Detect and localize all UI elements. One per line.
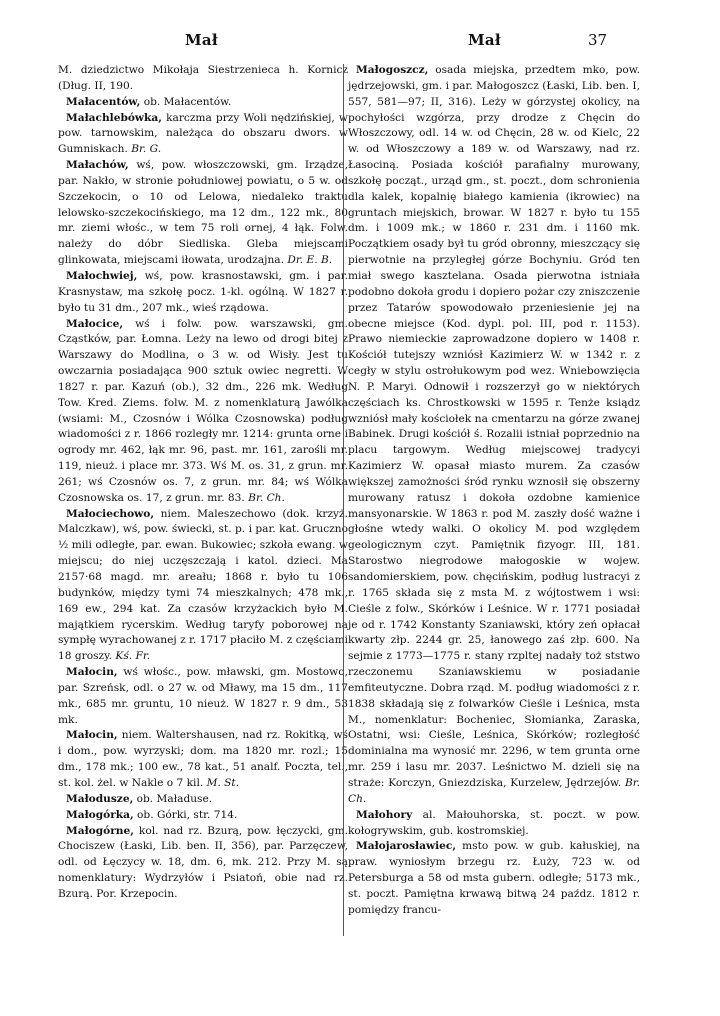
- right-column: [348, 63, 640, 919]
- dictionary-entry: [58, 317, 348, 507]
- entry-text: osada miejska, przedtem mko, pow. jędrzejowski, gm. i par. Małogoszcz (Łaski, Lib. ben. I, 557, 581—97; II, 316). Leży w górzystej okolicy, na pochyłości wzgórza, przy drodze z Chęcin do Włoszczowy, odl. 14 w. od Chęcin, 28 w. od Kielc, 22 w. od Włoszczowy a 189 w. od Warszawy, nad rz. Łasociną. Posiada kościół parafialny murowany, szkołę począt., urząd gm., st. poczt., dom schronienia dla kalek, kopalnię białego kamienia (ikrowiec) na gruntach miejskich, browar. W 1827 r. było tu 155 dm. i 1009 mk.; w 1860 r. 231 dm. i 1160 mk. Początkiem osady był tu gród obronny, mieszczący się pierwotnie na przyległej górze Bochyniu. Gród ten miał swego kasztelana. Osada pierwotna istniała podobno dokoła grodu i dopiero pożar czy zniszczenie przez Tatarów spowodowało przeniesienie jej na obecne miejsce (Kod. dypl. pol. III, pod r. 1153). Prawo niemieckie zaprowadzone dopiero w 1408 r. Kościół tutejszy wzniósł Kazimierz W. w 1342 r. z cegły w stylu ostrołukowym pod wez. Wniebowzięcia N. P. Maryi. Odnowił i rozszerzył go w niektórych częściach ks. Chrostkowski w 1595 r. Tenże ksiądz wzniósł mały kościołek na cmentarzu na górze zwanej Babinek. Drugi kościół ś. Rozalii istniał poprzednio na placu targowym. Według miejscowej tradycyi Kazimierz W. opasał miasto murem. Za czasów większej zamożności śród rynku wznosił się obszerny murowany ratusz i dokoła ozdobne kamienice mansyonarskie. W 1863 r. pod M. zaszły dość ważne i głośne wtedy walki. O okolicy M. pod względem geologicznym czyt. Pamiętnik fizyogr. III, 181. Starostwo niegrodowe małogoskie w wojew. sandomierskiem, pow. chęcińskim, podług lustracyi z r. 1765 składa się z msta M. z wójtostwem i wsi: Cieśle z folw., Skórków i Leśnice. W r. 1771 posiadał je od r. 1742 Konstanty Szaniawski, który zeń opłacał kwarty złp. 2244 gr. 25, łanowego zaś złp. 600. Na sejmie z 1773—1775 r. stany rzpltej nadały toż ststwo rzeczonemu Szaniawskiemu w posiadanie emfiteutyczne. Dobra rząd. M. podług wiadomości z r. 1838 składają się z folwarków Cieśle i Leśnica, msta M., nomenklatur: Bocheniec, Słomianka, Zaraska, Ostatni, wsi: Cieśle, Leśnica, Skórków; rozległość dominialna ma wynosić mr. 2296, w tem grunta orne mr. 259 i lasu mr. 2037. Leśnictwo M. dzieli się na straże: Korczyn, Gniezdziska, Kurzelew, Jędrzejów.: [348, 64, 640, 789]
- dictionary-entry: [348, 839, 640, 918]
- entry-headword: Małocin,: [66, 666, 118, 679]
- dictionary-entry: [58, 728, 348, 791]
- dictionary-entry: [348, 63, 640, 808]
- entry-text: wś, pow. krasnostawski, gm. i par. Krasnystaw, ma szkołę pocz. 1-kl. ogólną. W 1827 r. było tu 31 dm., 207 mk., wieś rządowa.: [58, 269, 348, 314]
- entry-author: Br. G.: [131, 143, 162, 156]
- entry-text: ob. Maładuse.: [133, 792, 213, 805]
- entry-text: wś włośc., pow. mławski, gm. Mostowo, par. Szreńsk, odl. o 27 w. od Mławy, ma 15 dm., 117 mk., 685 mr. gruntu, 10 nieuż. W 1827 r. 9 dm., 53 mk.: [58, 666, 348, 726]
- dictionary-entry: [58, 158, 348, 269]
- entry-author: Dr. E. B.: [287, 254, 333, 267]
- entry-text: niem. Maleszechowo (dok. krzyż. Malczkaw), wś, pow. świecki, st. p. i par. kat. Gruczno ½ mili odległe, par. ewan. Bukowiec; szkoła ewang. w miejscu; do niej uczęszczają i katol. dzieci. Ma 2157·68 magd. mr. areału; 1868 r. było tu 106 budynków, między tymi 74 mieszkalnych; 478 mk., 169 ew., 294 kat. Za czasów krzyżackich było M. majątkiem rycerskim. Według taryfy poborowej na sympłę wyrachowanej z r. 1717 płaciło M. z częściami 18 groszy.: [58, 507, 348, 663]
- entry-author: Kś. Fr.: [115, 650, 151, 663]
- entry-headword: Małachlebówka,: [66, 111, 162, 124]
- entry-headword: Małojarosławiec,: [356, 840, 457, 853]
- dictionary-entry: [58, 63, 348, 95]
- entry-headword: Małochwiej,: [66, 269, 138, 282]
- entry-headword: Małogórne,: [66, 824, 134, 837]
- running-head-right: Mał: [468, 31, 501, 49]
- entry-text: ob. Małacentów.: [140, 95, 232, 108]
- entry-text: al. Małouhorska, st. poczt. w pow. kołogrywskim, gub. kostromskiej.: [348, 808, 640, 837]
- dictionary-entry: [58, 824, 348, 903]
- entry-headword: Małodusze,: [66, 792, 134, 805]
- entry-text: M. dziedzictwo Mikołaja Siestrzeniecа h. Kornicz (Dług. II, 190.: [58, 64, 348, 92]
- entry-author: Br. Ch.: [348, 776, 640, 805]
- dictionary-entry: [58, 507, 348, 665]
- column-divider: [343, 64, 344, 936]
- entry-headword: Małogoszcz,: [356, 64, 429, 76]
- entry-text: kol. nad rz. Bzurą, pow. łęczycki, gm. Chociszew (Łaski, Lib. ben. II, 356), par. Parzęczew, odl. od Łęczycy w. 18, dm. 6, mk. 212. Przy M. są nomenklatury: Wydrzyłów i Psiatoń, obie nad rz. Bzurą. Por. Krzepocin.: [58, 824, 348, 900]
- page-number: 37: [588, 31, 608, 49]
- entry-headword: Małachów,: [66, 159, 129, 172]
- dictionary-entry: [58, 95, 348, 111]
- entry-text: wś i folw. pow. warszawski, gm. Cząstków, par. Łomna. Leży na lewo od drogi bitej z Warszawy do Modlina, o 3 w. od Wisły. Jest tu owczarnia posiadająca 900 sztuk owiec negretti. W 1827 r. par. Kazuń (ob.), 32 dm., 226 mk. Według Tow. Kred. Ziems. folw. M. z nomenklaturą Jawólka (wsiami: M., Czosnów i Wólka Czosnowska) podług wiadomości z r. 1866 rozległy mr. 1214: grunta orne i ogrody mr. 462, łąk mr. 96, past. mr. 161, zarośli mr. 119, nieuż. i place mr. 373. Wś M. os. 31, z grun. mr. 261; wś Czosnów os. 7, z grun. mr. 84; wś Wólka Czosnowska os. 17, z grun. mr. 83.: [58, 317, 348, 504]
- entry-text: niem. Waltershausen, nad rz. Rokitką, wś i dom., pow. wyrzyski; dom. ma 1820 mr. rozl.; 15 dm., 178 mk.; 100 ew., 78 kat., 51 analf. Poczta, tel., st. kol. żel. w Nakle o 7 kil.: [58, 729, 348, 789]
- dictionary-entry: [58, 269, 348, 317]
- entry-author: Br. Ch.: [248, 491, 285, 504]
- entry-text: msto pow. w gub. kałuskiej, na praw. wyniosłym brzegu rz. Łuży, 723 w. od Petersburga a 58 od msta gubern. odległe; 5173 mk., st. poczt. Pamiętna krwawą bitwą 24 paźdz. 1812 r. pomiędzy francu-: [348, 840, 640, 916]
- entry-headword: Małocin,: [66, 729, 118, 742]
- dictionary-entry: [58, 665, 348, 728]
- left-column: [58, 63, 348, 903]
- entry-headword: Małogórka,: [66, 808, 134, 821]
- dictionary-entry: [58, 111, 348, 159]
- dictionary-entry: [58, 808, 348, 824]
- entry-text: karczma przy Woli nędzińskiej, w pow. tarnowskim, należąca do obszaru dwors. w Gumniskach.: [58, 111, 348, 156]
- entry-author: M. St.: [206, 776, 240, 789]
- entry-headword: Małohory: [356, 808, 413, 821]
- entry-text: ob. Górki, str. 714.: [133, 808, 238, 821]
- dictionary-entry: [58, 792, 348, 808]
- dictionary-entry: [348, 808, 640, 840]
- entry-headword: Małociechowo,: [66, 507, 155, 520]
- entry-headword: Małocice,: [66, 317, 124, 330]
- running-head-left: Mał: [185, 31, 218, 49]
- entry-text: wś, pow. włoszczowski, gm. Irządze, par. Nakło, w stronie południowej powiatu, o 5 w. od Szczekocin, o 10 od Lelowa, niedaleko traktu lelowsko-szczekocińskiego, ma 12 dm., 122 mk., 80 mr. ziemi włośc., w tem 75 roli ornej, 4 łąk. Folw. należy do dóbr Siedliska. Gleba miejscami glinkowata, miejscami iłowata, urodzajna.: [58, 159, 348, 267]
- entry-headword: Małacentów,: [66, 95, 141, 108]
